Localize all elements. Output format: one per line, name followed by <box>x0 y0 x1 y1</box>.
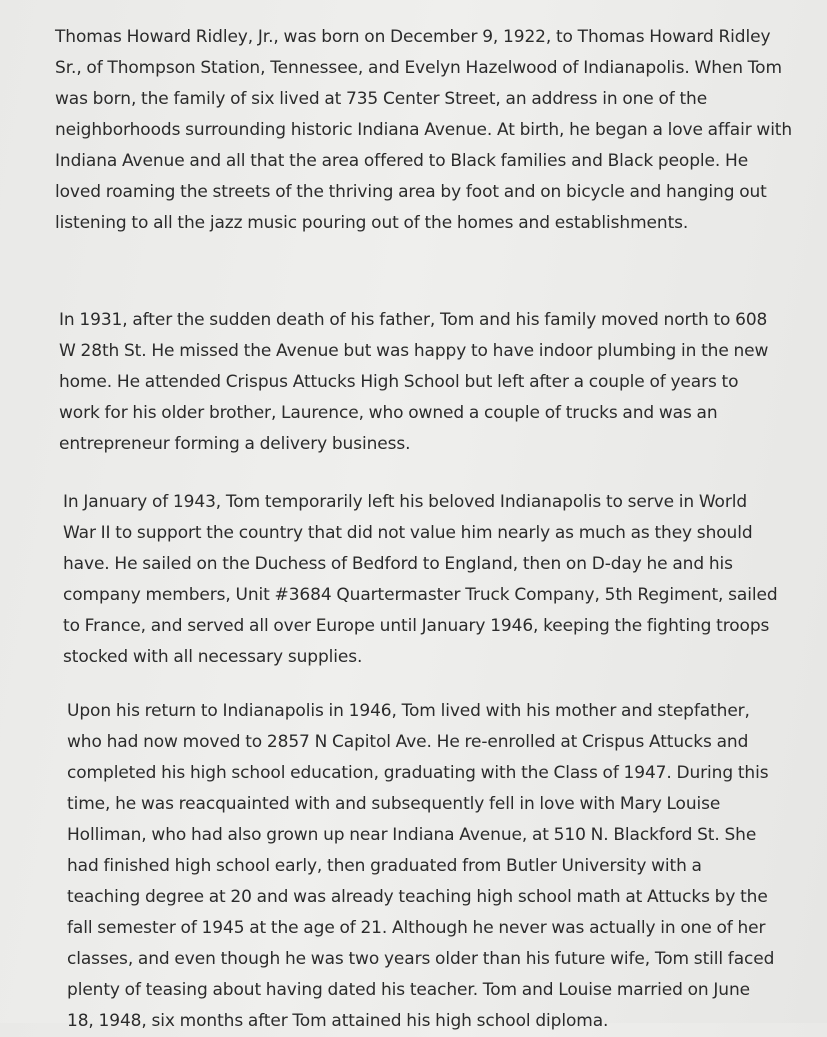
paragraph-move-north: In 1931, after the sudden death of his father, Tom and his family moved north to 608 W 28th St. He missed the Avenue but was happy to have indoor plumbing in the new home. He attended Crispus Attucks High School but left after a couple of years to work for his older brother, Laurence, who owned a couple of trucks and was an entrepreneur forming a delivery business. <box>59 310 769 454</box>
paragraph-military-service: In January of 1943, Tom temporarily left his beloved Indianapolis to serve in World War II to support the country that did not value him nearly as much as they should have. He sailed on the Duchess of Bedford to England, then on D-day he and his company members, Unit #3684 Quartermaster Truck Company, 5th Regiment, sailed to France, and served all over Europe until January 1946, keeping the fighting troops stocked with all necessary supplies. <box>63 492 778 667</box>
paragraph-return-and-marriage: Upon his return to Indianapolis in 1946, Tom lived with his mother and stepfather, who had now moved to 2857 N Capitol Ave. He re-enrolled at Crispus Attucks and completed his high school education, graduating with the Class of 1947. During this time, he was reacquainted with and subsequently fell in love with Mary Louise Holliman, who had also grown up near Indiana Avenue, at 510 N. Blackford St. She had finished high school early, then graduated from Butler University with a teaching degree at 20 and was already teaching high school math at Attucks by the fall semester of 1945 at the age of 21. Although he never was actually in one of her classes, and even though he was two years older than his future wife, Tom still faced plenty of teasing about having dated his teacher. Tom and Louise married on June 18, 1948, six months after Tom attained his high school diploma. <box>67 701 775 1031</box>
paragraph-birth-early-life: Thomas Howard Ridley, Jr., was born on December 9, 1922, to Thomas Howard Ridley Sr., of Thompson Station, Tennessee, and Evelyn Hazelwood of Indianapolis. When Tom was born, the family of six lived at 735 Center Street, an address in one of the neighborhoods surrounding historic Indiana Avenue. At birth, he began a love affair with Indiana Avenue and all that the area offered to Black families and Black people. He loved roaming the streets of the thriving area by foot and on bicycle and hanging out listening to all the jazz music pouring out of the homes and establishments. <box>55 27 793 233</box>
